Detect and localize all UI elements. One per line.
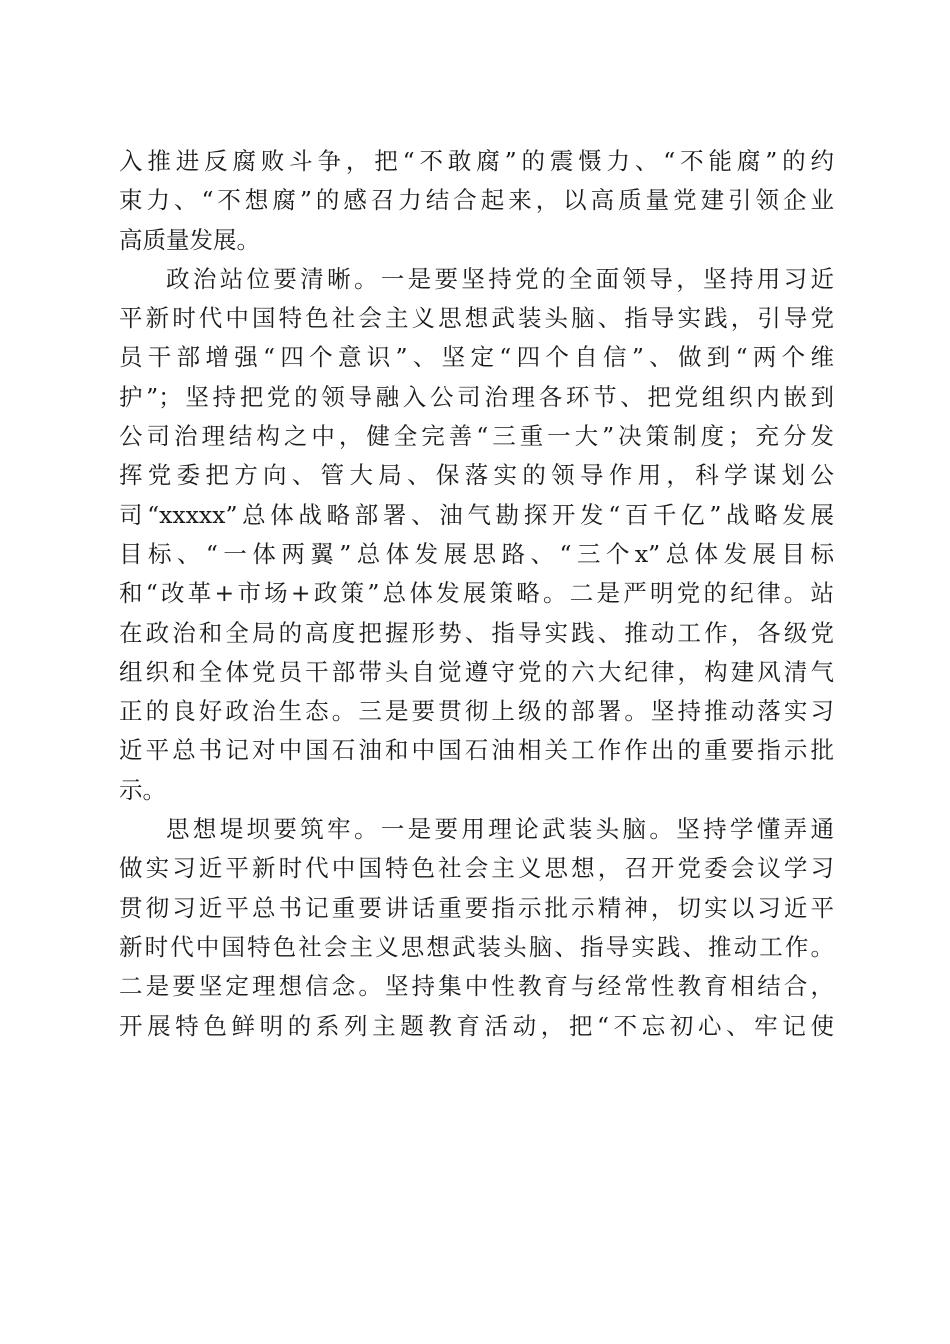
- text-line: 二是要坚定理想信念。坚持集中性教育与经常性教育相结合，: [119, 972, 834, 1001]
- text-line: 束力、“不想腐”的感召力结合起来，以高质量党建引领企业: [119, 186, 834, 215]
- body-text: [119, 142, 834, 1046]
- text-line: 平新时代中国特色社会主义思想武装头脑、指导实践，引导党: [119, 304, 834, 333]
- text-line: 在政治和全局的高度把握形势、指导实践、推动工作，各级党: [119, 618, 834, 647]
- text-line: 高质量发展。: [119, 225, 260, 254]
- text-line: 入推进反腐败斗争，把“不敢腐”的震慑力、“不能腐”的约: [119, 147, 834, 175]
- text-line: 贯彻习近平总书记重要讲话重要指示批示精神，切实以习近平: [119, 893, 834, 922]
- text-line: 示。: [119, 775, 166, 804]
- text-line: 政治站位要清晰。一是要坚持党的全面领导，坚持用习近: [166, 264, 834, 293]
- text-line: 员干部增强“四个意识”、坚定“四个自信”、做到“两个维: [119, 343, 834, 372]
- text-line: 目标、“一体两翼”总体发展思路、“三个x”总体发展目标: [119, 539, 834, 568]
- text-line: 新时代中国特色社会主义思想武装头脑、指导实践、推动工作。: [119, 932, 834, 961]
- paragraph-political-stance: [119, 260, 834, 810]
- text-line: 组织和全体党员干部带头自觉遵守党的六大纪律，构建风清气: [119, 657, 834, 686]
- text-line: 做实习近平新时代中国特色社会主义思想，召开党委会议学习: [119, 854, 834, 883]
- text-line: 开展特色鲜明的系列主题教育活动，把“不忘初心、牢记使: [119, 1011, 834, 1040]
- text-line: 挥党委把方向、管大局、保落实的领导作用，科学谋划公: [119, 461, 834, 490]
- text-line: 思想堤坝要筑牢。一是要用理论武装头脑。坚持学懂弄通: [166, 815, 834, 844]
- text-line: 正的良好政治生态。三是要贯彻上级的部署。坚持推动落实习: [119, 697, 834, 726]
- paragraph-ideological-dam: [119, 810, 834, 1046]
- text-line: 和“改革+市场+政策”总体发展策略。二是严明党的纪律。站: [119, 579, 834, 608]
- paragraph-continuation: [119, 142, 834, 260]
- text-line: 近平总书记对中国石油和中国石油相关工作作出的重要指示批: [119, 736, 834, 765]
- text-line: 司“xxxxx”总体战略部署、油气勘探开发“百千亿”战略发展: [119, 500, 834, 529]
- text-line: 公司治理结构之中，健全完善“三重一大”决策制度；充分发: [119, 422, 834, 451]
- text-line: 护”；坚持把党的领导融入公司治理各环节、把党组织内嵌到: [119, 382, 834, 411]
